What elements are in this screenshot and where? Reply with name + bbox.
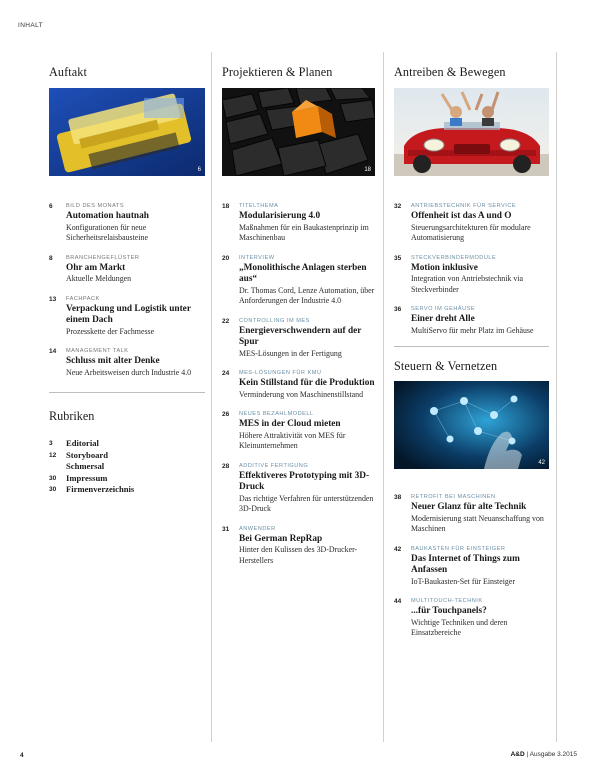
- page-number: 4: [20, 752, 24, 759]
- rubrik-page: 3: [49, 440, 53, 447]
- entry-page: 13: [49, 295, 57, 303]
- cube-grid-photo: [222, 88, 375, 176]
- rubrik-label: Firmenverzeichnis: [66, 484, 135, 494]
- entry-page: 6: [49, 203, 53, 210]
- rubrik-label: Impressum: [66, 472, 108, 483]
- entry-description: Maßnahmen für ein Baukastenprinzip im Maschinenbau: [239, 222, 369, 242]
- toc-entry[interactable]: [222, 317, 375, 360]
- entry-page: 14: [49, 348, 57, 355]
- toc-entry[interactable]: [394, 597, 549, 639]
- entry-page: 20: [222, 254, 230, 262]
- entry-headline: Das Internet of Things zum Anfassen: [411, 553, 520, 575]
- entry-description: Das richtige Verfahren für unterstützenden 3D-Druck: [239, 493, 374, 513]
- entry-description: Konfigurationen für neue Sicherheitsrelaisbausteine: [66, 222, 148, 242]
- entry-page: 26: [222, 411, 230, 418]
- issue-label: | Ausgabe 3.2015: [526, 751, 577, 758]
- rubrik-page: 30: [49, 486, 57, 493]
- rubriken-list: [49, 438, 205, 496]
- entry-headline: Modularisierung 4.0: [239, 211, 321, 221]
- entry-description: Prozesskette der Fachmesse: [66, 326, 155, 336]
- section-divider: [49, 392, 205, 393]
- entry-description: Neue Arbeitsweisen durch Industrie 4.0: [66, 367, 192, 377]
- entry-category: BAUKASTEN FÜR EINSTEIGER: [411, 545, 506, 552]
- column-auftakt: [49, 56, 205, 496]
- entry-page: 31: [222, 525, 230, 533]
- iot-image[interactable]: [394, 381, 549, 469]
- entry-description: MultiServo für mehr Platz im Gehäuse: [411, 325, 534, 335]
- entry-page: 38: [394, 494, 402, 501]
- entry-description: Hinter den Kulissen des 3D-Drucker-Herstellers: [239, 545, 358, 565]
- toc-entry[interactable]: [222, 410, 375, 452]
- column-antreiben: [394, 56, 549, 649]
- section-title: Steuern & Vernetzen: [394, 359, 498, 373]
- entry-description: Aktuelle Meldungen: [66, 274, 132, 283]
- toc-entry[interactable]: [394, 493, 549, 535]
- rubrik-item[interactable]: [49, 473, 205, 485]
- entry-category: MES-LÖSUNGEN FÜR KMU: [239, 370, 322, 376]
- entry-category: CONTROLLING IM MES: [239, 317, 310, 324]
- image-page-number: 6: [197, 167, 201, 173]
- entry-description: Dr. Thomas Cord, Lenze Automation, über Anforderungen der Industrie 4.0: [239, 285, 375, 305]
- entry-category: NEUES BEZAHLMODELL: [239, 411, 314, 417]
- modular-cube-image[interactable]: [222, 88, 375, 176]
- entry-headline: MES in der Cloud mieten: [239, 419, 341, 429]
- entry-headline: Kein Stillstand für die Produktion: [239, 378, 375, 388]
- toc-entry[interactable]: [49, 254, 205, 285]
- column-divider: [383, 52, 384, 742]
- entry-headline: Einer dreht Alle: [411, 314, 475, 324]
- entry-description: Modernisierung statt Neuanschaffung von Maschinen: [411, 513, 544, 533]
- entry-page: 8: [49, 254, 53, 262]
- auftakt-image[interactable]: [49, 88, 205, 176]
- entry-category: ADDITIVE FERTIGUNG: [239, 462, 309, 469]
- entry-category: MULTITOUCH-TECHNIK: [411, 598, 483, 604]
- entry-headline: Motion inklusive: [411, 262, 478, 273]
- car-image[interactable]: [394, 88, 549, 176]
- rubrik-page: 12: [49, 451, 57, 459]
- entry-headline: Energieverschwendern auf der Spur: [239, 325, 362, 347]
- toc-entry[interactable]: [222, 369, 375, 400]
- entry-category: ANWENDER: [239, 525, 276, 532]
- entry-headline: Bei German RepRap: [239, 533, 323, 544]
- entry-headline: Automation hautnah: [66, 211, 149, 221]
- red-convertible-photo: [394, 88, 549, 176]
- toc-entry[interactable]: [222, 525, 375, 567]
- rubrik-label: Schmersal: [66, 461, 105, 471]
- entry-category: INTERVIEW: [239, 254, 275, 261]
- entry-page: 35: [394, 254, 402, 262]
- toc-entry[interactable]: [222, 202, 375, 244]
- entry-page: 28: [222, 462, 230, 470]
- column-divider: [211, 52, 212, 742]
- entry-category: STECKVERBINDERMODULE: [411, 254, 497, 261]
- column-divider: [556, 52, 557, 742]
- rubriken-title: Rubriken: [49, 409, 95, 423]
- toc-entry[interactable]: [49, 347, 205, 378]
- toc-entry[interactable]: [394, 305, 549, 336]
- entry-headline: Offenheit ist das A und O: [411, 211, 512, 221]
- entry-category: ANTRIEBSTECHNIK FÜR SERVICE: [411, 203, 517, 209]
- entry-page: 22: [222, 317, 230, 325]
- entry-category: BILD DES MONATS: [66, 203, 125, 209]
- toc-entry[interactable]: [394, 254, 549, 296]
- rubrik-item[interactable]: [49, 484, 205, 496]
- entry-category: MANAGEMENT TALK: [66, 348, 129, 354]
- toc-entry[interactable]: [49, 295, 205, 338]
- toc-entry[interactable]: [222, 254, 375, 307]
- entry-category: BRANCHENGEFLÜSTER: [66, 254, 140, 261]
- rubrik-label: Editorial: [66, 438, 99, 448]
- section-title: Projektieren & Planen: [222, 65, 333, 79]
- entry-headline: Neuer Glanz für alte Technik: [411, 502, 527, 512]
- rubrik-item[interactable]: [49, 438, 205, 450]
- toc-entry[interactable]: [49, 202, 205, 244]
- touch-network-photo: [394, 381, 549, 469]
- section-label: INHALT: [18, 22, 44, 29]
- toc-entry[interactable]: [394, 202, 549, 244]
- entry-category: SERVO IM GEHÄUSE: [411, 306, 476, 312]
- entry-description: Integration von Antriebstechnik via Steckverbinder: [411, 274, 523, 294]
- image-page-number: 18: [364, 167, 371, 173]
- rubrik-page: 30: [49, 474, 57, 482]
- entry-description: Steuerungsarchitekturen für modulare Automatisierung: [411, 222, 531, 242]
- entry-description: MES-Lösungen in der Fertigung: [239, 348, 342, 358]
- entry-description: Verminderung von Maschinenstillstand: [239, 389, 364, 399]
- publication-name: A&D: [510, 751, 525, 758]
- entry-headline: Ohr am Markt: [66, 262, 126, 273]
- entry-page: 36: [394, 306, 402, 313]
- entry-headline: Effektiveres Prototyping mit 3D-Druck: [239, 470, 370, 492]
- entry-page: 42: [394, 545, 402, 553]
- entry-category: RETROFIT BEI MASCHINEN: [411, 494, 496, 500]
- entry-category: TITELTHEMA: [239, 203, 279, 209]
- rubrik-item[interactable]: [49, 450, 205, 462]
- entry-headline: Schluss mit alter Denke: [66, 356, 160, 366]
- entry-headline: „Monolithische Anlagen sterben aus“: [239, 262, 367, 284]
- toc-entry[interactable]: [394, 545, 549, 588]
- safety-relay-photo: [49, 88, 205, 176]
- entry-description: Wichtige Techniken und deren Einsatzbereiche: [411, 617, 508, 637]
- entry-headline: Verpackung und Logistik unter einem Dach: [66, 303, 191, 325]
- toc-entry[interactable]: [222, 462, 375, 515]
- column-projektieren: [222, 56, 375, 576]
- entry-category: FACHPACK: [66, 295, 100, 302]
- section-title: Auftakt: [49, 65, 87, 79]
- image-page-number: 42: [538, 460, 545, 466]
- entry-page: 44: [394, 598, 402, 605]
- entry-headline: ...für Touchpanels?: [411, 606, 487, 616]
- entry-page: 24: [222, 370, 230, 377]
- entry-page: 32: [394, 203, 402, 210]
- entry-description: Höhere Attraktivität von MES für Kleinunternehmen: [239, 430, 346, 450]
- section-title: Antreiben & Bewegen: [394, 65, 506, 79]
- rubrik-item[interactable]: [49, 461, 205, 473]
- entry-description: IoT-Baukasten-Set für Einsteiger: [411, 576, 516, 586]
- footer-issue: [511, 751, 577, 758]
- rubrik-label: Storyboard: [66, 449, 109, 460]
- entry-page: 18: [222, 203, 230, 210]
